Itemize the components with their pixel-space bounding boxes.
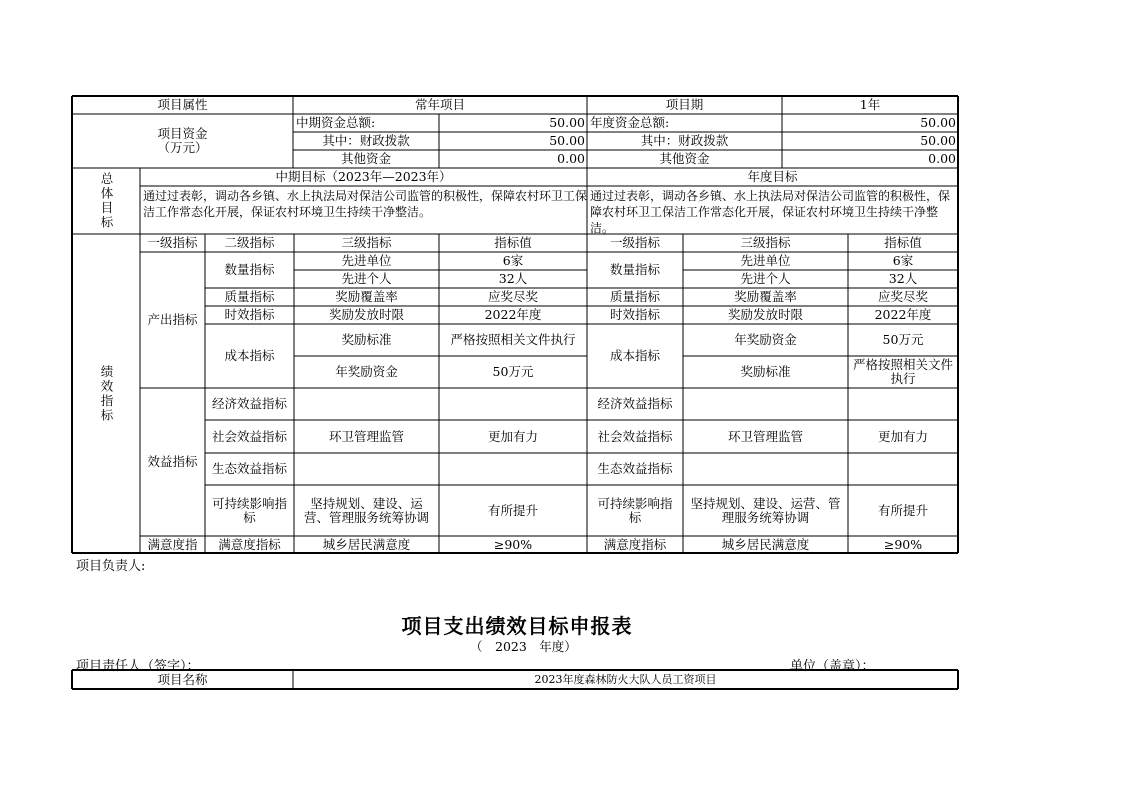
- funds-label-line1: 项目资金: [157, 126, 208, 141]
- mid-cost1-value: 严格按照相关文件执行: [450, 332, 576, 347]
- funds-label-line2: （万元）: [157, 140, 208, 155]
- year-sustain-value: 有所提升: [877, 502, 928, 518]
- mid-satisfaction-label: 满意度指标: [218, 536, 281, 552]
- mid-ecological-label: 生态效益指标: [211, 461, 287, 476]
- year-cost-label: 成本指标: [609, 348, 660, 363]
- header-level2: 二级指标: [224, 235, 275, 250]
- mid-quantity-label: 数量指标: [224, 262, 275, 277]
- year-social-label: 社会效益指标: [597, 428, 673, 444]
- form-year: （ 2023 年度）: [470, 639, 577, 654]
- mid-satisfaction: 城乡居民满意度: [322, 536, 411, 552]
- year-advanced-person: 先进个人: [740, 271, 791, 286]
- year-satisfaction-value: ≥90%: [883, 536, 923, 552]
- output-label: 产出指标: [147, 312, 198, 327]
- mid-sustain-value: 有所提升: [487, 502, 538, 518]
- year-goal-text: 通过过表彰，调动各乡镇、水上执法局对保洁公司监管的积极性，保障农村环卫工保洁工作常态化开展，保证农村环境卫生持续干净整洁。: [590, 189, 951, 234]
- satisfaction-l1: 满意度指: [147, 536, 198, 552]
- project-responsible: 项目负责人:: [76, 559, 146, 574]
- mid-other-label: 其他资金: [340, 151, 391, 166]
- mid-timing: 奖励发放时限: [328, 307, 404, 322]
- header-level3-year: 三级指标: [740, 235, 791, 250]
- year-cost1-value: 50万元: [882, 332, 924, 347]
- mid-cost1: 奖励标准: [341, 332, 392, 347]
- mid-satisfaction-value: ≥90%: [493, 536, 533, 552]
- year-timing-value: 2022年度: [874, 307, 932, 322]
- year-social: 环卫管理监管: [727, 428, 803, 444]
- mid-fiscal-label: 其中：财政拨款: [322, 133, 410, 148]
- header-level2-year: 一级指标: [609, 235, 660, 250]
- year-satisfaction-label: 满意度指标: [603, 536, 667, 552]
- mid-social: 环卫管理监管: [328, 428, 404, 444]
- mid-sustain: 坚持规划、建设、运营、管理服务统筹协调: [303, 495, 429, 525]
- project-name-label: 项目名称: [157, 671, 208, 687]
- form-title: 项目支出绩效目标申报表: [401, 614, 633, 638]
- mid-total-label: 中期资金总额:: [296, 115, 376, 130]
- year-quantity-label: 数量指标: [609, 262, 660, 277]
- mid-cost-label: 成本指标: [224, 348, 275, 363]
- year-timing: 奖励发放时限: [727, 307, 803, 322]
- year-social-value: 更加有力: [877, 428, 928, 444]
- mid-advanced-person: 先进个人: [341, 271, 392, 286]
- overall-goal-label: 总体目标: [99, 172, 114, 230]
- mid-sustainable-label: 可持续影响指标: [211, 495, 287, 525]
- year-goal-header: 年度目标: [747, 169, 798, 184]
- mid-cost2: 年奖励资金: [335, 364, 398, 379]
- header-value: 指标值: [494, 235, 532, 250]
- project-attr-value: 常年项目: [414, 97, 465, 112]
- year-sustain: 坚持规划、建设、运营、管理服务统筹协调: [690, 495, 841, 525]
- year-sustainable-label: 可持续影响指标: [597, 495, 673, 525]
- benefit-label: 效益指标: [147, 454, 198, 469]
- mid-cost2-value: 50万元: [492, 364, 534, 379]
- perf-label: 绩效指标: [99, 364, 114, 423]
- year-other-value: 0.00: [928, 151, 956, 166]
- mid-coverage: 奖励覆盖率: [335, 289, 398, 304]
- header-level3: 三级指标: [341, 235, 392, 250]
- header-level1: 一级指标: [147, 235, 198, 250]
- mid-advanced-unit-value: 6家: [502, 253, 524, 268]
- year-cost2: 奖励标准: [740, 364, 791, 379]
- mid-quality-label: 质量指标: [224, 289, 275, 304]
- year-cost2-value: 严格按照相关文件执行: [852, 357, 953, 386]
- mid-timing-value: 2022年度: [484, 307, 542, 322]
- mid-other-value: 0.00: [557, 151, 585, 166]
- year-satisfaction: 城乡居民满意度: [721, 536, 810, 552]
- year-coverage: 奖励覆盖率: [734, 289, 797, 304]
- mid-economic-label: 经济效益指标: [211, 396, 287, 411]
- unit-seal: 单位（盖章）：: [790, 659, 875, 674]
- year-total-value: 50.00: [920, 115, 956, 130]
- project-period-value: 1年: [859, 97, 881, 112]
- year-advanced-unit: 先进单位: [740, 253, 791, 268]
- mid-coverage-value: 应奖尽奖: [487, 289, 538, 304]
- mid-advanced-unit: 先进单位: [341, 253, 392, 268]
- year-advanced-unit-value: 6家: [892, 253, 914, 268]
- mid-goal-text: 通过过表彰，调动各乡镇、水上执法局对保洁公司监管的积极性，保障农村环卫工保洁工作常态化开展，保证农村环境卫生持续干净整洁。: [143, 189, 587, 219]
- project-name-value: 2023年度森林防火大队人员工资项目: [534, 672, 717, 686]
- mid-advanced-person-value: 32人: [498, 271, 528, 286]
- mid-timeliness-label: 时效指标: [224, 307, 275, 322]
- year-economic-label: 经济效益指标: [597, 396, 673, 411]
- year-fiscal-value: 50.00: [920, 133, 956, 148]
- year-ecological-label: 生态效益指标: [597, 461, 673, 476]
- mid-social-value: 更加有力: [487, 428, 538, 444]
- responsible-sign: 项目责任人（签字）：: [76, 659, 200, 674]
- year-total-label: 年度资金总额:: [590, 115, 670, 130]
- mid-total-value: 50.00: [549, 115, 585, 130]
- year-advanced-person-value: 32人: [888, 271, 918, 286]
- project-period-label: 项目期: [665, 97, 704, 112]
- year-fiscal-label: 其中：财政拨款: [640, 133, 729, 148]
- year-quality-label: 质量指标: [609, 289, 660, 304]
- project-attr-label: 项目属性: [157, 97, 208, 112]
- year-coverage-value: 应奖尽奖: [877, 289, 928, 304]
- year-timeliness-label: 时效指标: [609, 307, 660, 322]
- year-other-label: 其他资金: [659, 151, 710, 166]
- mid-fiscal-value: 50.00: [549, 133, 585, 148]
- mid-social-label: 社会效益指标: [211, 428, 287, 444]
- funds-label: [72, 114, 293, 168]
- mid-goal-header: 中期目标（2023年—2023年）: [275, 169, 452, 184]
- year-cost1: 年奖励资金: [734, 332, 797, 347]
- header-value-year: 指标值: [884, 235, 922, 250]
